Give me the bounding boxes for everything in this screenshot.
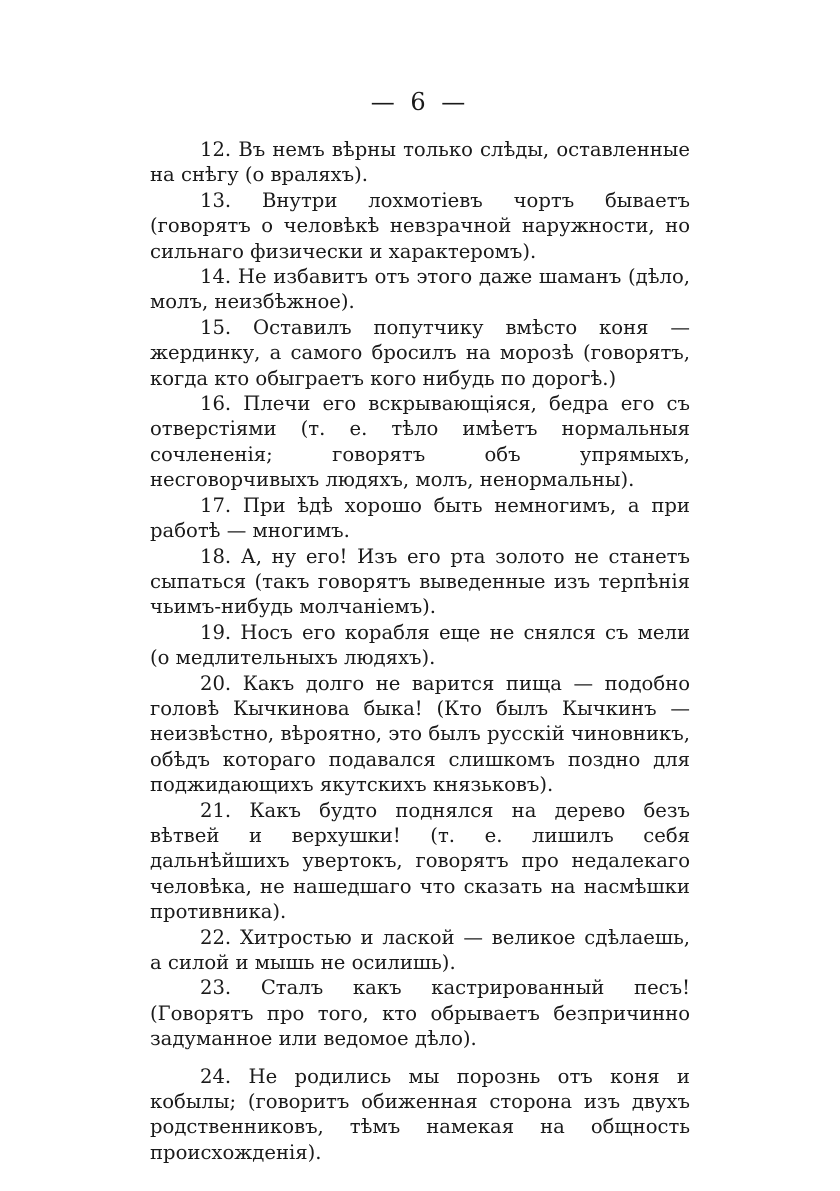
proverb-18: 18. А, ну его! Изъ его рта золото не станетъ сыпаться (такъ говорятъ выведенные изъ терпѣнiя чьимъ-нибудь молчанiемъ). [150, 544, 690, 619]
proverb-24: 24. Не родились мы порознь отъ коня и кобылы; (говоритъ обиженная сторона изъ двухъ родственниковъ, тѣмъ намекая на общность происхожденiя). [150, 1064, 690, 1164]
book-page [150, 0, 690, 1191]
proverb-12: 12. Въ немъ вѣрны только слѣды, оставленные на снѣгу (о враляхъ). [150, 138, 690, 187]
proverb-13: 13. Внутри лохмотiевъ чортъ бываетъ (говорятъ о человѣкѣ невзрачной наружности, но сильнаго физически и характеромъ). [150, 188, 690, 263]
proverb-19: 19. Носъ его корабля еще не снялся съ мели (о медлительныхъ людяхъ). [150, 620, 690, 670]
proverb-17: 17. При ѣдѣ хорошо быть немногимъ, а при работѣ — многимъ. [150, 493, 690, 543]
proverb-16: 16. Плечи его вскрывающiяся, бедра его съ отверстiями (т. е. тѣло имѣетъ нормальныя сочлененiя; говорятъ объ упрямыхъ, несговорчивыхъ людяхъ, молъ, ненормальны). [150, 392, 690, 492]
proverb-list [150, 137, 690, 1165]
page-number: — 6 — [370, 88, 470, 116]
proverb-14: 14. Не избавитъ отъ этого даже шаманъ (дѣло, молъ, неизбѣжное). [150, 265, 690, 314]
proverb-21: 21. Какъ будто поднялся на дерево безъ вѣтвей и верхушки! (т. е. лишилъ себя дальнѣйшихъ увертокъ, говорятъ про недалекаго человѣка, не нашедшаго что сказать на насмѣшки противника). [150, 798, 690, 924]
proverb-15: 15. Оставилъ попутчику вмѣсто коня — жердинку, а самого бросилъ на морозѣ (говорятъ, когда кто обыграетъ кого нибудь по дорогѣ.) [150, 315, 690, 390]
proverb-20: 20. Какъ долго не варится пища — подобно головѣ Кычкинова быка! (Кто былъ Кычкинъ — неизвѣстно, вѣроятно, это былъ русскiй чиновникъ, обѣдъ котораго подавался слишкомъ поздно для поджидающихъ якутскихъ князьковъ). [150, 671, 690, 797]
proverb-22: 22. Хитростью и лаской — великое сдѣлаешь, а силой и мышь не осилишь). [150, 925, 690, 974]
proverb-23: 23. Сталъ какъ кастрированный песъ! (Говорятъ про того, кто обрываетъ безпричинно задуманное или ведомое дѣло). [150, 976, 690, 1051]
